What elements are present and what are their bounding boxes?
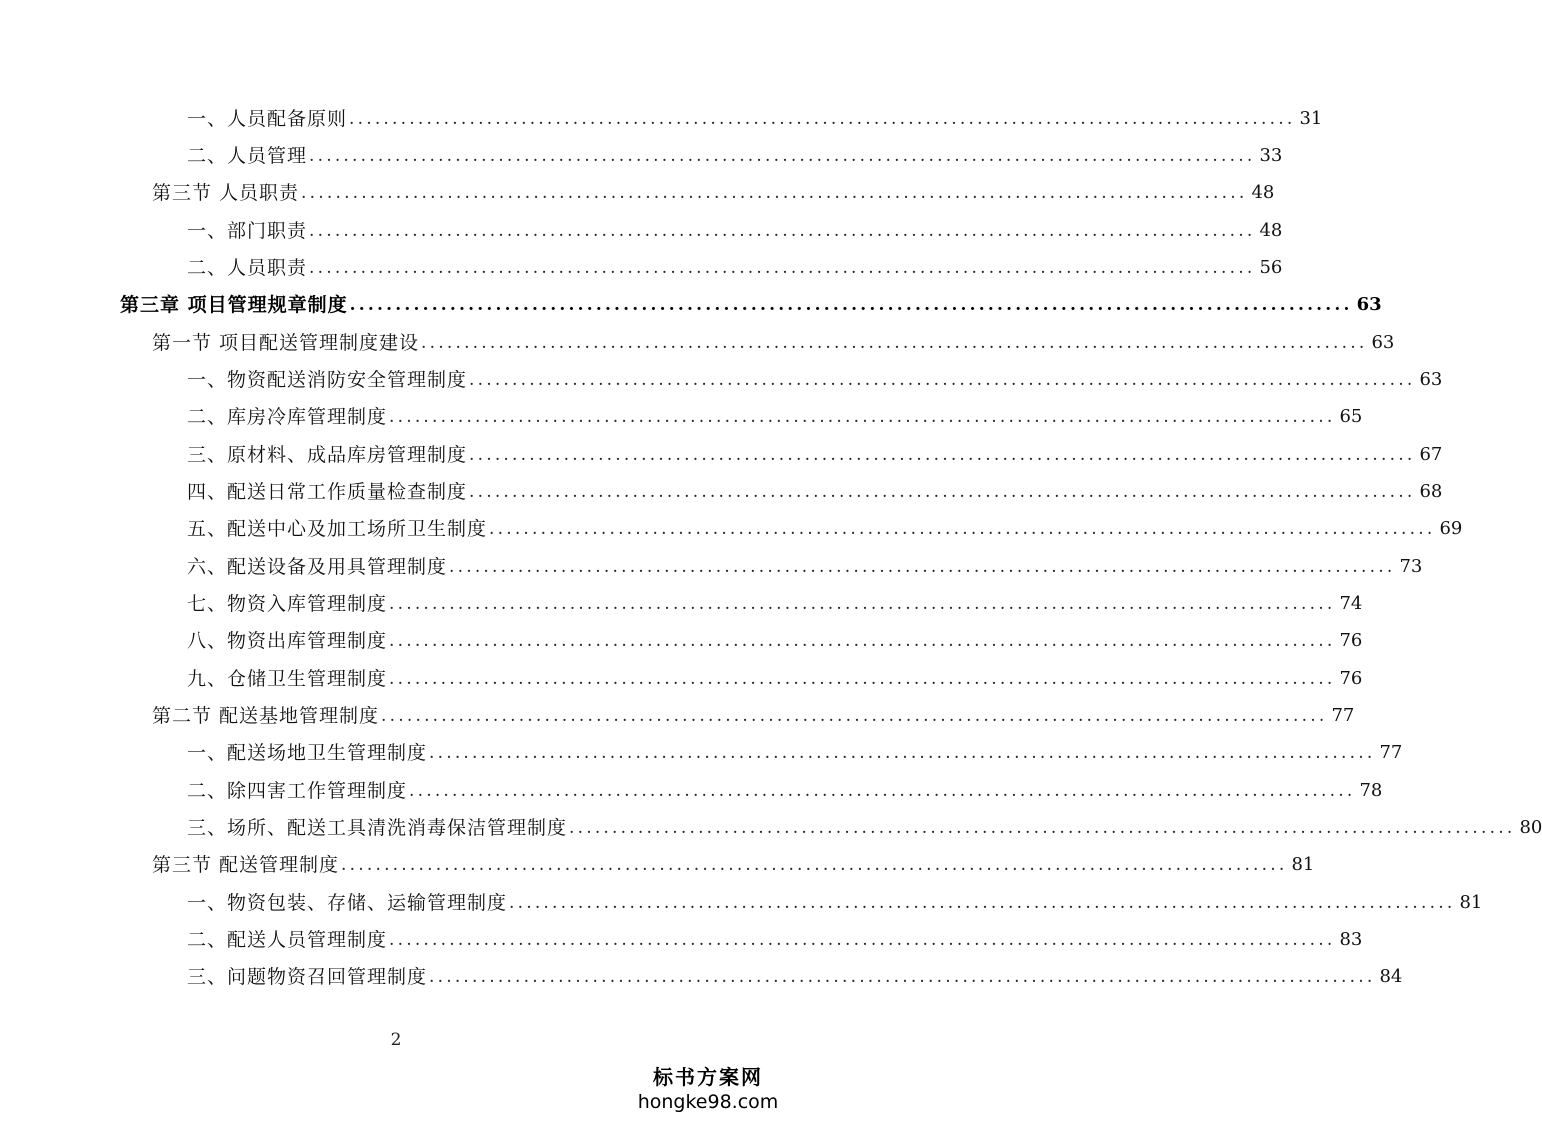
toc-entry[interactable] [187,962,1403,992]
toc-entry-page: 68 [1419,481,1443,502]
toc-entry-title: 第二节 配送基地管理制度 [152,705,380,727]
leader-dots: .............................................................................................................. [469,482,1416,502]
toc-entry-page: 78 [1359,780,1383,801]
toc-entry-title: 二、人员管理 [187,145,308,167]
toc-entry-page: 83 [1339,929,1363,950]
toc-entry-title: 一、物资配送消防安全管理制度 [187,369,468,391]
toc-entry-page: 69 [1439,518,1463,539]
toc-entry-title: 二、配送人员管理制度 [187,929,388,951]
toc-entry[interactable] [187,776,1383,806]
toc-entry-page: 33 [1259,145,1283,166]
watermark-logo [633,1064,783,1114]
leader-dots: .............................................................................................................. [309,146,1256,166]
toc-entry-title: 一、物资包装、存储、运输管理制度 [187,892,508,914]
toc-entry-page: 63 [1419,369,1443,390]
toc-entry-title: 二、人员职责 [187,257,308,279]
toc-entry-title: 一、人员配备原则 [187,108,348,130]
leader-dots: .............................................................................................................. [569,818,1516,838]
toc-entry-title: 第三节 人员职责 [152,182,300,204]
toc-entry-page: 81 [1291,854,1315,875]
toc-entry-page: 74 [1339,593,1363,614]
toc-entry-page: 63 [1371,332,1395,353]
leader-dots: .............................................................................................................. [389,407,1336,427]
leader-dots: .............................................................................................................. [389,631,1336,651]
leader-dots: .............................................................................................................. [389,930,1336,950]
toc-entry-page: 76 [1339,630,1363,651]
toc-entry-title: 三、问题物资召回管理制度 [187,966,428,988]
toc-entry-page: 77 [1379,742,1403,763]
toc-entry-page: 67 [1419,444,1443,465]
leader-dots: .............................................................................................................. [309,258,1256,278]
toc-entry-title: 八、物资出库管理制度 [187,630,388,652]
toc-entry-title: 三、场所、配送工具清洗消毒保洁管理制度 [187,817,568,839]
toc-entry-page: 84 [1379,966,1403,987]
leader-dots: .............................................................................................................. [429,743,1376,763]
leader-dots: .............................................................................................................. [449,557,1396,577]
toc-entry[interactable] [187,738,1403,768]
leader-dots: .............................................................................................................. [421,333,1368,353]
toc-entry-page: 63 [1356,294,1382,315]
toc-entry[interactable] [187,664,1363,694]
toc-entry[interactable] [187,813,1542,843]
toc-entry-chapter[interactable] [120,290,1382,320]
toc-entry-title: 一、配送场地卫生管理制度 [187,742,428,764]
leader-dots: .............................................................................................................. [469,370,1416,390]
toc-entry-page: 77 [1331,705,1355,726]
toc-entry-title: 七、物资入库管理制度 [187,593,388,615]
toc-entry-page: 48 [1251,182,1275,203]
toc-entry[interactable] [187,589,1363,619]
leader-dots: .............................................................................................................. [349,295,1353,315]
leader-dots: .............................................................................................................. [349,109,1296,129]
leader-dots: .............................................................................................................. [469,445,1416,465]
watermark-chinese-text: 标书方案网 [653,1065,763,1089]
page-number: 2 [390,1030,402,1050]
toc-entry[interactable] [187,216,1283,246]
toc-entry[interactable] [187,365,1443,395]
toc-entry-title: 三、原材料、成品库房管理制度 [187,444,468,466]
toc-entry[interactable] [187,626,1363,656]
leader-dots: .............................................................................................................. [389,669,1336,689]
leader-dots: .............................................................................................................. [309,221,1256,241]
toc-entry-page: 73 [1399,556,1423,577]
toc-entry[interactable] [152,701,1355,731]
toc-entry[interactable] [187,402,1363,432]
leader-dots: .............................................................................................................. [429,967,1376,987]
toc-entry-title: 第三章 项目管理规章制度 [120,294,348,316]
toc-entry-title: 一、部门职责 [187,220,308,242]
leader-dots: .............................................................................................................. [489,519,1436,539]
toc-entry-page: 48 [1259,220,1283,241]
toc-entry-page: 81 [1459,892,1483,913]
toc-entry-page: 76 [1339,668,1363,689]
toc-entry-title: 五、配送中心及加工场所卫生制度 [187,518,488,540]
toc-entry[interactable] [187,253,1283,283]
watermark-url-text: hongke98.com [637,1091,779,1113]
toc-entry-title: 第一节 项目配送管理制度建设 [152,332,420,354]
leader-dots: .............................................................................................................. [409,781,1356,801]
toc-entry[interactable] [152,178,1275,208]
toc-entry[interactable] [152,850,1315,880]
toc-entry[interactable] [187,440,1443,470]
leader-dots: .............................................................................................................. [509,893,1456,913]
toc-entry[interactable] [187,514,1463,544]
toc-entry[interactable] [187,552,1423,582]
toc-entry-page: 80 [1519,817,1542,838]
toc-entry[interactable] [187,888,1483,918]
leader-dots: .............................................................................................................. [301,183,1248,203]
toc-entry-title: 六、配送设备及用具管理制度 [187,556,448,578]
toc-entry[interactable] [152,328,1395,358]
toc-entry-title: 九、仓储卫生管理制度 [187,668,388,690]
toc-entry[interactable] [187,477,1443,507]
leader-dots: .............................................................................................................. [381,706,1328,726]
toc-entry-page: 31 [1299,108,1323,129]
toc-entry[interactable] [187,925,1363,955]
toc-entry-title: 二、除四害工作管理制度 [187,780,408,802]
toc-entry-page: 65 [1339,406,1363,427]
leader-dots: .............................................................................................................. [341,855,1288,875]
toc-entry[interactable] [187,141,1283,171]
toc-entry-title: 二、库房冷库管理制度 [187,406,388,428]
toc-entry[interactable] [187,104,1323,134]
leader-dots: .............................................................................................................. [389,594,1336,614]
toc-entry-title: 第三节 配送管理制度 [152,854,340,876]
toc-entry-title: 四、配送日常工作质量检查制度 [187,481,468,503]
toc-entry-page: 56 [1259,257,1283,278]
